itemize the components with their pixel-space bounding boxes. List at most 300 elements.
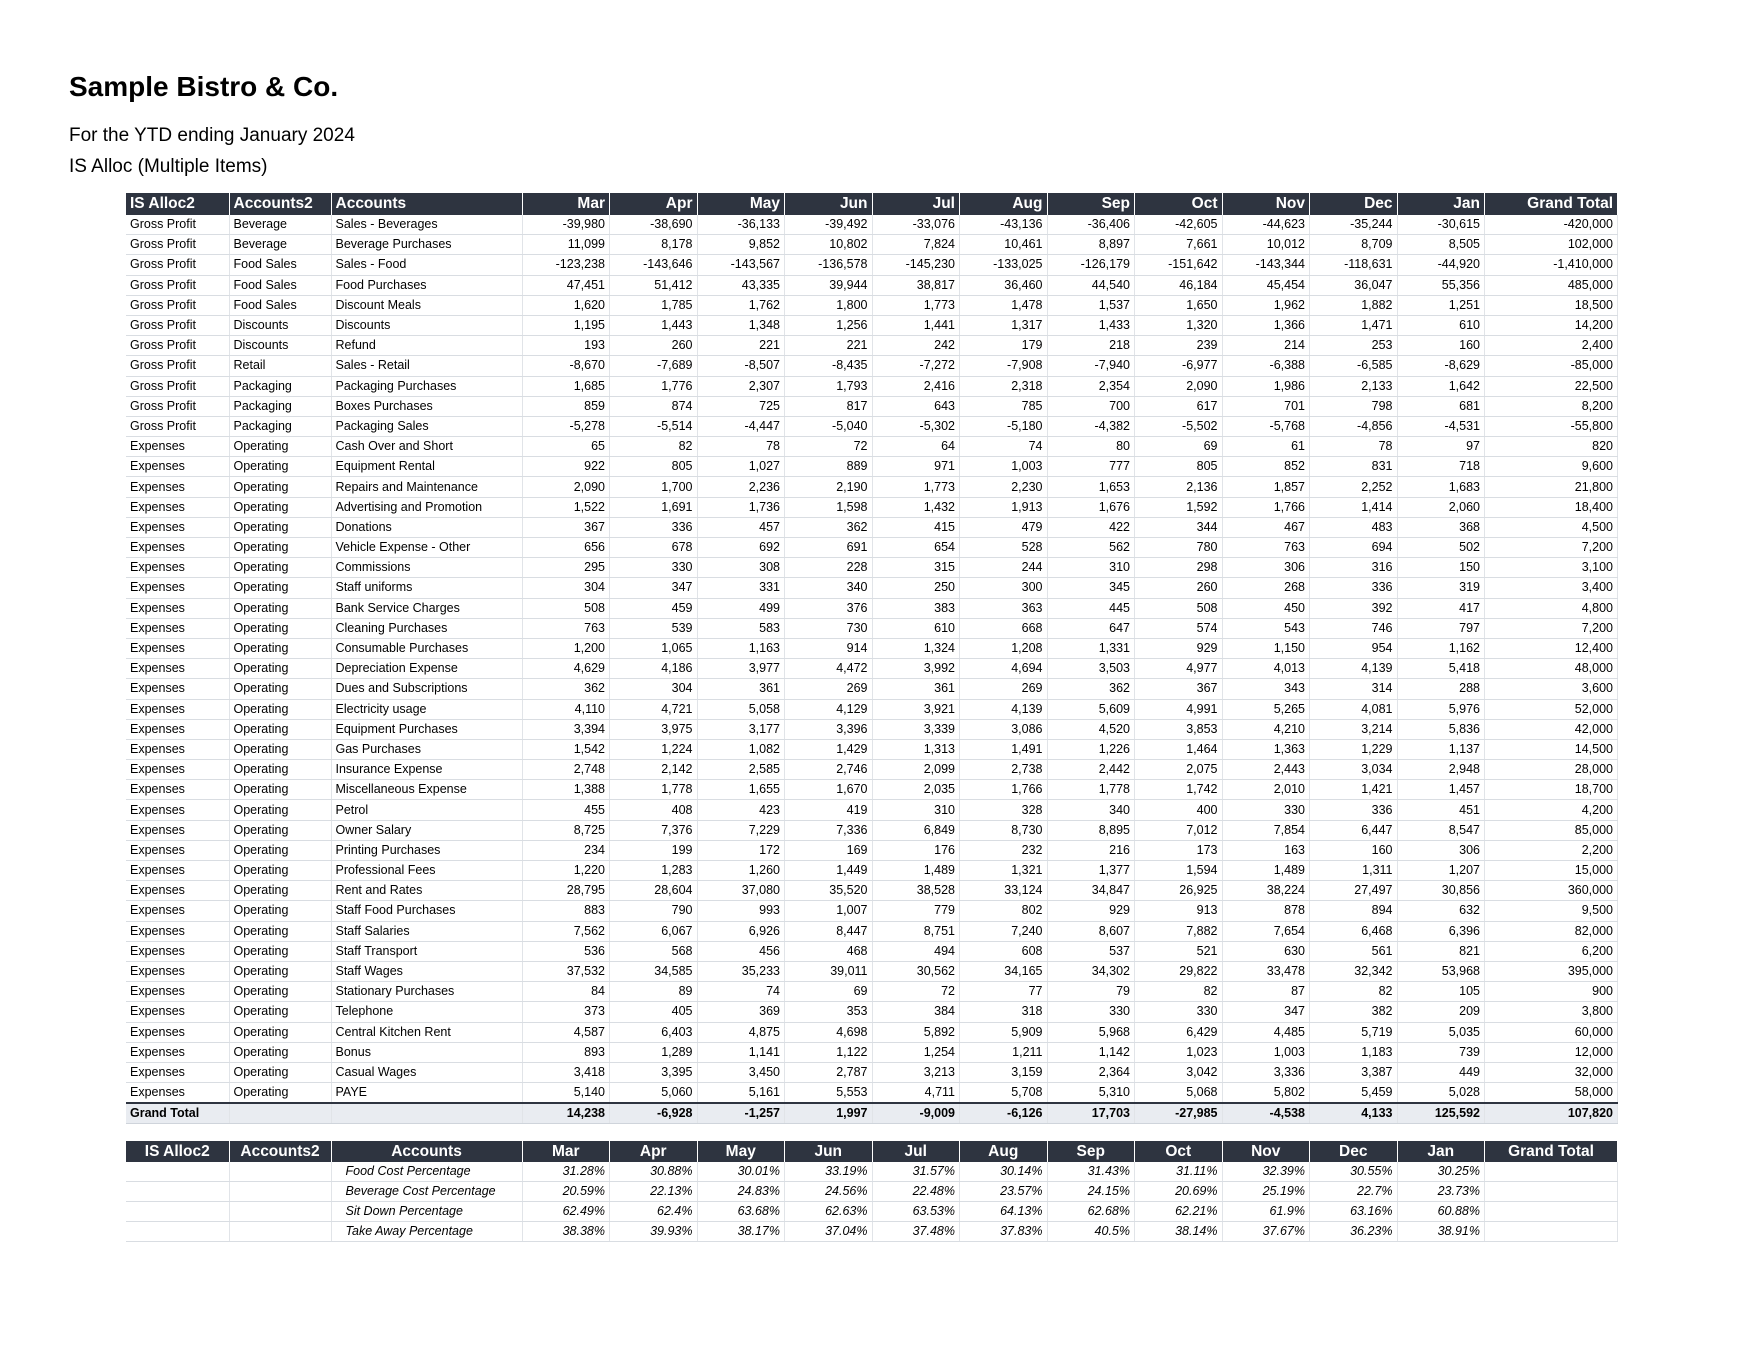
percentage-value-cell: 60.88% xyxy=(1397,1202,1485,1222)
table-row xyxy=(126,255,1618,275)
percentage-value-cell: 63.16% xyxy=(1310,1202,1398,1222)
account-cell: Bank Service Charges xyxy=(331,598,522,618)
percentage-value-cell: 37.48% xyxy=(872,1222,960,1242)
month-value-cell: 1,421 xyxy=(1310,780,1398,800)
percentage-value-cell: 31.28% xyxy=(522,1162,610,1182)
month-value-cell: 32,342 xyxy=(1310,961,1398,981)
account-cell: Donations xyxy=(331,517,522,537)
month-value-cell: -8,629 xyxy=(1397,356,1485,376)
column-header-jun[interactable]: Jun xyxy=(785,1141,873,1162)
percentage-label: Beverage Cost Percentage xyxy=(331,1182,522,1202)
month-value-cell: 361 xyxy=(697,679,785,699)
percentage-value-cell: 22.7% xyxy=(1310,1182,1398,1202)
month-value-cell: 39,011 xyxy=(785,961,873,981)
grand-total-cell: 102,000 xyxy=(1485,235,1618,255)
column-header-aug[interactable]: Aug xyxy=(960,1141,1048,1162)
month-value-cell: 33,124 xyxy=(960,881,1048,901)
month-value-cell: 8,751 xyxy=(872,921,960,941)
month-value-cell: 797 xyxy=(1397,618,1485,638)
month-value-cell: 610 xyxy=(1397,315,1485,335)
month-value-cell: 260 xyxy=(610,336,698,356)
column-header-accounts[interactable]: Accounts xyxy=(331,193,522,215)
month-value-cell: 1,785 xyxy=(610,295,698,315)
month-value-cell: 798 xyxy=(1310,396,1398,416)
accounts2-cell: Operating xyxy=(229,941,331,961)
account-cell: Telephone xyxy=(331,1002,522,1022)
column-header-jan[interactable]: Jan xyxy=(1397,1141,1485,1162)
month-value-cell: 746 xyxy=(1310,618,1398,638)
month-value-cell: 8,730 xyxy=(960,820,1048,840)
month-value-cell: 3,034 xyxy=(1310,760,1398,780)
column-header-accounts[interactable]: Accounts xyxy=(331,1141,522,1162)
month-value-cell: -143,646 xyxy=(610,255,698,275)
is-alloc2-cell: Gross Profit xyxy=(126,295,229,315)
month-value-cell: 5,140 xyxy=(522,1083,610,1104)
month-value-cell: -33,076 xyxy=(872,215,960,235)
month-value-cell: 1,800 xyxy=(785,295,873,315)
table-row xyxy=(126,497,1618,517)
percentage-value-cell: 38.14% xyxy=(1135,1222,1223,1242)
month-value-cell: 6,403 xyxy=(610,1022,698,1042)
grand-total-cell: 9,600 xyxy=(1485,457,1618,477)
month-value-cell: 730 xyxy=(785,618,873,638)
month-value-cell: 234 xyxy=(522,840,610,860)
month-value-cell: 1,478 xyxy=(960,295,1048,315)
month-value-cell: 45,454 xyxy=(1222,275,1310,295)
month-value-cell: 367 xyxy=(1135,679,1223,699)
accounts2-cell: Operating xyxy=(229,780,331,800)
month-value-cell: 1,023 xyxy=(1135,1042,1223,1062)
grand-total-cell: 4,800 xyxy=(1485,598,1618,618)
percentage-label: Take Away Percentage xyxy=(331,1222,522,1242)
accounts2-cell: Operating xyxy=(229,739,331,759)
accounts2-cell: Operating xyxy=(229,679,331,699)
grand-total-cell: 900 xyxy=(1485,982,1618,1002)
account-cell: Dues and Subscriptions xyxy=(331,679,522,699)
is-alloc2-cell: Expenses xyxy=(126,739,229,759)
percentage-table xyxy=(126,1141,1618,1242)
table-row xyxy=(126,861,1618,881)
is-alloc2-cell: Expenses xyxy=(126,961,229,981)
table-row xyxy=(126,901,1618,921)
grand-total-cell: 2,200 xyxy=(1485,840,1618,860)
month-value-cell: 8,447 xyxy=(785,921,873,941)
month-value-cell: 5,459 xyxy=(1310,1083,1398,1104)
month-value-cell: 610 xyxy=(872,618,960,638)
column-header-mar[interactable]: Mar xyxy=(522,1141,610,1162)
account-cell: Owner Salary xyxy=(331,820,522,840)
month-value-cell: 1,489 xyxy=(1222,861,1310,881)
month-value-cell: 508 xyxy=(1135,598,1223,618)
is-alloc2-cell: Expenses xyxy=(126,1062,229,1082)
month-value-cell: 874 xyxy=(610,396,698,416)
month-value-cell: 1,003 xyxy=(960,457,1048,477)
is-alloc2-cell: Gross Profit xyxy=(126,376,229,396)
accounts2-cell: Operating xyxy=(229,1083,331,1104)
month-value-cell: 562 xyxy=(1047,538,1135,558)
month-value-cell: 105 xyxy=(1397,982,1485,1002)
month-value-cell: 1,251 xyxy=(1397,295,1485,315)
month-value-cell: 1,226 xyxy=(1047,739,1135,759)
accounts2-cell: Operating xyxy=(229,1062,331,1082)
percentage-row xyxy=(126,1222,1618,1242)
month-value-cell: 5,968 xyxy=(1047,1022,1135,1042)
grand-total-cell: 485,000 xyxy=(1485,275,1618,295)
column-header-accounts2[interactable]: Accounts2 xyxy=(229,193,331,215)
column-header-aug[interactable]: Aug xyxy=(960,193,1048,215)
month-value-cell: 8,897 xyxy=(1047,235,1135,255)
month-value-cell: 268 xyxy=(1222,578,1310,598)
month-value-cell: 2,190 xyxy=(785,477,873,497)
column-header-may[interactable]: May xyxy=(697,1141,785,1162)
month-value-cell: 310 xyxy=(1047,558,1135,578)
column-header-jul[interactable]: Jul xyxy=(872,193,960,215)
is-alloc2-cell: Expenses xyxy=(126,578,229,598)
column-header-dec[interactable]: Dec xyxy=(1310,193,1398,215)
table-row xyxy=(126,457,1618,477)
month-value-cell: 3,387 xyxy=(1310,1062,1398,1082)
accounts2-cell: Beverage xyxy=(229,215,331,235)
month-value-cell: -6,388 xyxy=(1222,356,1310,376)
accounts2-cell: Operating xyxy=(229,598,331,618)
month-value-cell: 8,547 xyxy=(1397,820,1485,840)
month-value-cell: 451 xyxy=(1397,800,1485,820)
month-value-cell: 7,654 xyxy=(1222,921,1310,941)
month-value-cell: 1,065 xyxy=(610,638,698,658)
month-value-cell: 817 xyxy=(785,396,873,416)
accounts2-cell: Operating xyxy=(229,961,331,981)
month-value-cell: 7,240 xyxy=(960,921,1048,941)
month-value-cell: -43,136 xyxy=(960,215,1048,235)
column-header-apr[interactable]: Apr xyxy=(610,1141,698,1162)
is-alloc2-cell: Expenses xyxy=(126,800,229,820)
month-value-cell: 1,542 xyxy=(522,739,610,759)
column-header-jul[interactable]: Jul xyxy=(872,1141,960,1162)
is-alloc2-cell: Expenses xyxy=(126,780,229,800)
is-alloc2-cell: Expenses xyxy=(126,477,229,497)
percentage-row xyxy=(126,1162,1618,1182)
grand-total-value-cell: 14,238 xyxy=(522,1103,610,1124)
month-value-cell: 1,773 xyxy=(872,295,960,315)
grand-total-cell: 52,000 xyxy=(1485,699,1618,719)
accounts2-cell: Operating xyxy=(229,457,331,477)
column-header-oct[interactable]: Oct xyxy=(1135,193,1223,215)
column-header-sep[interactable]: Sep xyxy=(1047,193,1135,215)
accounts2-cell: Operating xyxy=(229,699,331,719)
is-alloc2-cell: Expenses xyxy=(126,760,229,780)
month-value-cell: 7,882 xyxy=(1135,921,1223,941)
month-value-cell: 47,451 xyxy=(522,275,610,295)
accounts2-cell: Beverage xyxy=(229,235,331,255)
month-value-cell: 3,503 xyxy=(1047,659,1135,679)
account-cell: Staff Transport xyxy=(331,941,522,961)
table-row xyxy=(126,1002,1618,1022)
percentage-value-cell: 38.38% xyxy=(522,1222,610,1242)
table-row xyxy=(126,235,1618,255)
month-value-cell: 568 xyxy=(610,941,698,961)
month-value-cell: 1,162 xyxy=(1397,638,1485,658)
column-header-may[interactable]: May xyxy=(697,193,785,215)
accounts2-cell: Operating xyxy=(229,538,331,558)
month-value-cell: 1,142 xyxy=(1047,1042,1135,1062)
month-value-cell: 383 xyxy=(872,598,960,618)
month-value-cell: 1,778 xyxy=(1047,780,1135,800)
percentage-value-cell: 23.73% xyxy=(1397,1182,1485,1202)
column-header-jan[interactable]: Jan xyxy=(1397,193,1485,215)
month-value-cell: 805 xyxy=(610,457,698,477)
month-value-cell: 2,010 xyxy=(1222,780,1310,800)
month-value-cell: 7,854 xyxy=(1222,820,1310,840)
column-header-jun[interactable]: Jun xyxy=(785,193,873,215)
column-header-oct[interactable]: Oct xyxy=(1135,1141,1223,1162)
month-value-cell: 4,875 xyxy=(697,1022,785,1042)
month-value-cell: 1,183 xyxy=(1310,1042,1398,1062)
accounts2-cell: Operating xyxy=(229,840,331,860)
month-value-cell: 7,229 xyxy=(697,820,785,840)
month-value-cell: 1,256 xyxy=(785,315,873,335)
month-value-cell: 343 xyxy=(1222,679,1310,699)
month-value-cell: 26,925 xyxy=(1135,881,1223,901)
month-value-cell: 539 xyxy=(610,618,698,638)
is-alloc2-cell: Gross Profit xyxy=(126,255,229,275)
table-row xyxy=(126,538,1618,558)
percentage-value-cell: 30.01% xyxy=(697,1162,785,1182)
month-value-cell: 2,585 xyxy=(697,760,785,780)
grand-total-value-cell: -27,985 xyxy=(1135,1103,1223,1124)
month-value-cell: 4,210 xyxy=(1222,719,1310,739)
month-value-cell: 785 xyxy=(960,396,1048,416)
month-value-cell: 3,977 xyxy=(697,659,785,679)
table-row xyxy=(126,1022,1618,1042)
month-value-cell: 1,137 xyxy=(1397,739,1485,759)
table-row xyxy=(126,840,1618,860)
month-value-cell: 2,354 xyxy=(1047,376,1135,396)
table-row xyxy=(126,1042,1618,1062)
month-value-cell: -5,514 xyxy=(610,416,698,436)
column-header-dec[interactable]: Dec xyxy=(1310,1141,1398,1162)
month-value-cell: 4,139 xyxy=(960,699,1048,719)
month-value-cell: 44,540 xyxy=(1047,275,1135,295)
account-cell: Petrol xyxy=(331,800,522,820)
month-value-cell: 457 xyxy=(697,517,785,537)
month-value-cell: 308 xyxy=(697,558,785,578)
month-value-cell: 4,991 xyxy=(1135,699,1223,719)
grand-total-cell: 12,400 xyxy=(1485,638,1618,658)
month-value-cell: 2,948 xyxy=(1397,760,1485,780)
is-alloc2-cell: Expenses xyxy=(126,538,229,558)
column-header-is-alloc2[interactable]: IS Alloc2 xyxy=(126,1141,229,1162)
month-value-cell: 718 xyxy=(1397,457,1485,477)
accounts2-cell: Operating xyxy=(229,1002,331,1022)
table-row xyxy=(126,517,1618,537)
grand-total-cell: 42,000 xyxy=(1485,719,1618,739)
month-value-cell: 1,317 xyxy=(960,315,1048,335)
month-value-cell: 777 xyxy=(1047,457,1135,477)
month-value-cell: 1,773 xyxy=(872,477,960,497)
month-value-cell: 29,822 xyxy=(1135,961,1223,981)
column-header-grand-total[interactable]: Grand Total xyxy=(1485,193,1618,215)
month-value-cell: 459 xyxy=(610,598,698,618)
month-value-cell: -7,272 xyxy=(872,356,960,376)
month-value-cell: -30,615 xyxy=(1397,215,1485,235)
percentage-value-cell: 30.25% xyxy=(1397,1162,1485,1182)
month-value-cell: 10,802 xyxy=(785,235,873,255)
income-statement-table xyxy=(126,193,1618,1124)
month-value-cell: 30,856 xyxy=(1397,881,1485,901)
month-value-cell: 6,849 xyxy=(872,820,960,840)
column-header-apr[interactable]: Apr xyxy=(610,193,698,215)
is-alloc2-cell: Gross Profit xyxy=(126,315,229,335)
month-value-cell: 423 xyxy=(697,800,785,820)
month-value-cell: 455 xyxy=(522,800,610,820)
month-value-cell: 28,604 xyxy=(610,881,698,901)
month-value-cell: -8,435 xyxy=(785,356,873,376)
account-cell: Discount Meals xyxy=(331,295,522,315)
month-value-cell: 2,416 xyxy=(872,376,960,396)
month-value-cell: 69 xyxy=(1135,437,1223,457)
is-alloc2-cell: Expenses xyxy=(126,1083,229,1104)
account-cell: Consumable Purchases xyxy=(331,638,522,658)
percentage-header-row xyxy=(126,1141,1618,1162)
month-value-cell: 34,165 xyxy=(960,961,1048,981)
month-value-cell: 1,457 xyxy=(1397,780,1485,800)
month-value-cell: 1,311 xyxy=(1310,861,1398,881)
month-value-cell: 5,719 xyxy=(1310,1022,1398,1042)
percentage-value-cell: 62.4% xyxy=(610,1202,698,1222)
month-value-cell: 77 xyxy=(960,982,1048,1002)
grand-total-value-cell: 125,592 xyxy=(1397,1103,1485,1124)
month-value-cell: -44,623 xyxy=(1222,215,1310,235)
month-value-cell: 78 xyxy=(697,437,785,457)
month-value-cell: 46,184 xyxy=(1135,275,1223,295)
month-value-cell: 574 xyxy=(1135,618,1223,638)
column-header-nov[interactable]: Nov xyxy=(1222,1141,1310,1162)
month-value-cell: 336 xyxy=(610,517,698,537)
month-value-cell: 700 xyxy=(1047,396,1135,416)
month-value-cell: 3,336 xyxy=(1222,1062,1310,1082)
table-row xyxy=(126,638,1618,658)
month-value-cell: 691 xyxy=(785,538,873,558)
account-cell: Discounts xyxy=(331,315,522,335)
month-value-cell: 82 xyxy=(1310,982,1398,1002)
table-row xyxy=(126,315,1618,335)
percentage-value-cell: 30.14% xyxy=(960,1162,1048,1182)
month-value-cell: 218 xyxy=(1047,336,1135,356)
month-value-cell: 2,364 xyxy=(1047,1062,1135,1082)
grand-total-cell: -55,800 xyxy=(1485,416,1618,436)
month-value-cell: 450 xyxy=(1222,598,1310,618)
month-value-cell: 1,441 xyxy=(872,315,960,335)
month-value-cell: 1,443 xyxy=(610,315,698,335)
is-alloc2-cell: Expenses xyxy=(126,659,229,679)
month-value-cell: 2,236 xyxy=(697,477,785,497)
month-value-cell: -5,502 xyxy=(1135,416,1223,436)
percentage-value-cell: 22.48% xyxy=(872,1182,960,1202)
percentage-label: Sit Down Percentage xyxy=(331,1202,522,1222)
accounts2-cell: Packaging xyxy=(229,416,331,436)
is-alloc2-cell: Expenses xyxy=(126,820,229,840)
month-value-cell: 345 xyxy=(1047,578,1135,598)
percentage-value-cell: 20.59% xyxy=(522,1182,610,1202)
month-value-cell: 6,429 xyxy=(1135,1022,1223,1042)
month-value-cell: 1,691 xyxy=(610,497,698,517)
column-header-nov[interactable]: Nov xyxy=(1222,193,1310,215)
table-row xyxy=(126,477,1618,497)
empty-cell xyxy=(229,1222,331,1242)
month-value-cell: 1,471 xyxy=(1310,315,1398,335)
month-value-cell: 617 xyxy=(1135,396,1223,416)
month-value-cell: 1,685 xyxy=(522,376,610,396)
month-value-cell: -151,642 xyxy=(1135,255,1223,275)
grand-total-cell: 9,500 xyxy=(1485,901,1618,921)
month-value-cell: 79 xyxy=(1047,982,1135,1002)
month-value-cell: 494 xyxy=(872,941,960,961)
month-value-cell: 269 xyxy=(785,679,873,699)
month-value-cell: 260 xyxy=(1135,578,1223,598)
grand-total-cell: 395,000 xyxy=(1485,961,1618,981)
column-header-accounts2[interactable]: Accounts2 xyxy=(229,1141,331,1162)
month-value-cell: 330 xyxy=(610,558,698,578)
month-value-cell: 244 xyxy=(960,558,1048,578)
month-value-cell: 630 xyxy=(1222,941,1310,961)
is-alloc2-cell: Gross Profit xyxy=(126,396,229,416)
table-row xyxy=(126,679,1618,699)
month-value-cell: 883 xyxy=(522,901,610,921)
is-alloc2-cell: Gross Profit xyxy=(126,235,229,255)
month-value-cell: 5,976 xyxy=(1397,699,1485,719)
grand-total-cell: 3,100 xyxy=(1485,558,1618,578)
column-header-sep[interactable]: Sep xyxy=(1047,1141,1135,1162)
month-value-cell: 1,388 xyxy=(522,780,610,800)
grand-total-cell: 58,000 xyxy=(1485,1083,1618,1104)
month-value-cell: 821 xyxy=(1397,941,1485,961)
month-value-cell: 2,230 xyxy=(960,477,1048,497)
month-value-cell: 2,035 xyxy=(872,780,960,800)
month-value-cell: 3,992 xyxy=(872,659,960,679)
column-header-mar[interactable]: Mar xyxy=(522,193,610,215)
percentage-value-cell: 62.68% xyxy=(1047,1202,1135,1222)
month-value-cell: 4,081 xyxy=(1310,699,1398,719)
month-value-cell: 269 xyxy=(960,679,1048,699)
accounts2-cell: Operating xyxy=(229,558,331,578)
column-header-is-alloc2[interactable]: IS Alloc2 xyxy=(126,193,229,215)
month-value-cell: 1,200 xyxy=(522,638,610,658)
grand-total-cell: 3,400 xyxy=(1485,578,1618,598)
month-value-cell: 347 xyxy=(610,578,698,598)
table-row xyxy=(126,275,1618,295)
month-value-cell: 36,047 xyxy=(1310,275,1398,295)
month-value-cell: -123,238 xyxy=(522,255,610,275)
grand-total-cell: 3,600 xyxy=(1485,679,1618,699)
month-value-cell: 1,414 xyxy=(1310,497,1398,517)
grand-total-value-cell: 107,820 xyxy=(1485,1103,1618,1124)
percentage-value-cell: 30.55% xyxy=(1310,1162,1398,1182)
accounts2-cell: Operating xyxy=(229,901,331,921)
column-header-grand-total[interactable]: Grand Total xyxy=(1485,1141,1618,1162)
is-alloc2-cell: Expenses xyxy=(126,1042,229,1062)
month-value-cell: 3,213 xyxy=(872,1062,960,1082)
month-value-cell: 1,857 xyxy=(1222,477,1310,497)
account-cell: Gas Purchases xyxy=(331,739,522,759)
is-alloc2-cell: Gross Profit xyxy=(126,275,229,295)
month-value-cell: 6,926 xyxy=(697,921,785,941)
percentage-value-cell: 31.57% xyxy=(872,1162,960,1182)
is-alloc2-cell: Expenses xyxy=(126,941,229,961)
account-cell: Vehicle Expense - Other xyxy=(331,538,522,558)
month-value-cell: 929 xyxy=(1135,638,1223,658)
accounts2-cell: Operating xyxy=(229,1042,331,1062)
percentage-label: Food Cost Percentage xyxy=(331,1162,522,1182)
